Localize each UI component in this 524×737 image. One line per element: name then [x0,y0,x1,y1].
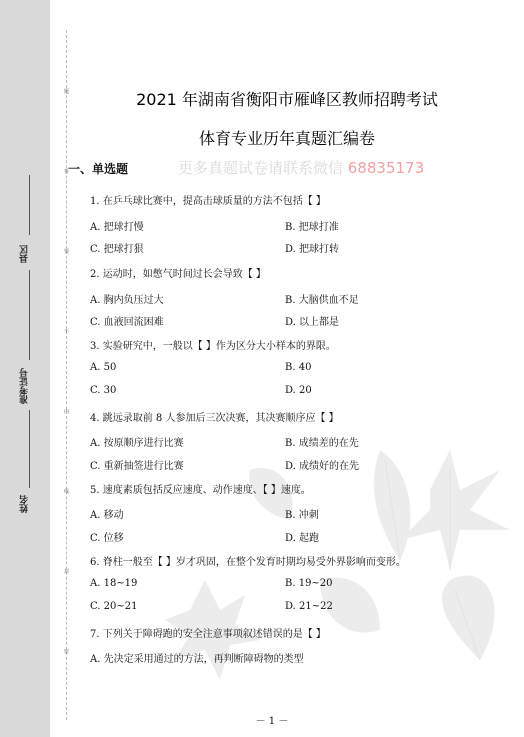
seal-char: 要 [64,249,70,255]
exam-id-underline [29,270,30,360]
option: B. 把球打准 [285,222,339,233]
option: B. 大脑供血不足 [285,295,359,306]
option: D. 起跑 [285,533,320,544]
question-stem: 2. 运动时，如憋气时间过长会导致【 】 [90,269,266,280]
question-stem: 5. 速度素质包括反应速度、动作速度、【 】速度。 [90,485,311,496]
option: A. 把球打慢 [90,222,144,233]
option: C. 重新抽签进行比赛 [90,461,184,472]
seal-char: 密 [64,649,70,655]
county-label: 县区 [20,245,30,263]
option: C. 位移 [90,533,124,544]
option: B. 40 [285,362,312,373]
option: C. 血液回流困难 [90,317,164,328]
seal-char: 题 [64,89,70,95]
seal-char: 内 [64,409,70,415]
option: D. 以上都是 [285,317,340,328]
option: C. 把球打狠 [90,244,144,255]
option: D. 20 [285,385,312,396]
seal-char: 答 [64,169,70,175]
option: A. 18~19 [90,578,138,589]
question-stem: 3. 实验研究中，一般以【 】作为区分大小样本的界限。 [90,341,336,352]
question-stem: 7. 下列关于障碍跑的安全注意事项叙述错误的是【 】 [90,629,326,640]
question-stem: 4. 跳远录取前 8 人参加后三次决赛，其决赛顺序应【 】 [90,413,339,424]
page-number: － 1 － [255,716,289,727]
question-stem: 1. 在乒乓球比赛中，提高击球质量的方法不包括【 】 [90,196,326,207]
option: D. 成绩好的在先 [285,461,360,472]
seal-char: 封 [64,569,70,575]
option: A. 50 [90,362,117,373]
county-underline [29,175,30,235]
option: A. 胸内负压过大 [90,295,164,306]
name-label: 姓名 [20,495,30,513]
watermark-text: 更多真题试卷请联系微信 [178,159,348,177]
option: A. 移动 [90,510,124,521]
exam-subtitle: 体育专业历年真题汇编卷 [198,129,375,148]
watermark-number: 68835173 [347,159,425,177]
seal-char: 线 [64,489,70,495]
option: B. 19~20 [285,578,333,589]
name-underline [29,410,30,488]
option: C. 20~21 [90,601,138,612]
seal-char: 不 [64,329,70,335]
option: A. 按原顺序进行比赛 [90,438,184,449]
watermark [178,157,424,178]
option: B. 成绩差的在先 [285,438,359,449]
option: B. 冲刺 [285,510,319,521]
section-title: 一、单选题 [68,162,129,176]
exam-id-label: 准考证号 [20,368,30,404]
option: D. 21~22 [285,601,333,612]
exam-title: 2021 年湖南省衡阳市雁峰区教师招聘考试 [136,90,438,109]
option: C. 30 [90,385,117,396]
option: A. 先决定采用通过的方法，再判断障碍物的类型 [90,654,304,665]
question-stem: 6. 脊柱一般至【 】岁才巩固，在整个发育时期均易受外界影响而变形。 [90,557,406,568]
option: D. 把球打转 [285,244,340,255]
